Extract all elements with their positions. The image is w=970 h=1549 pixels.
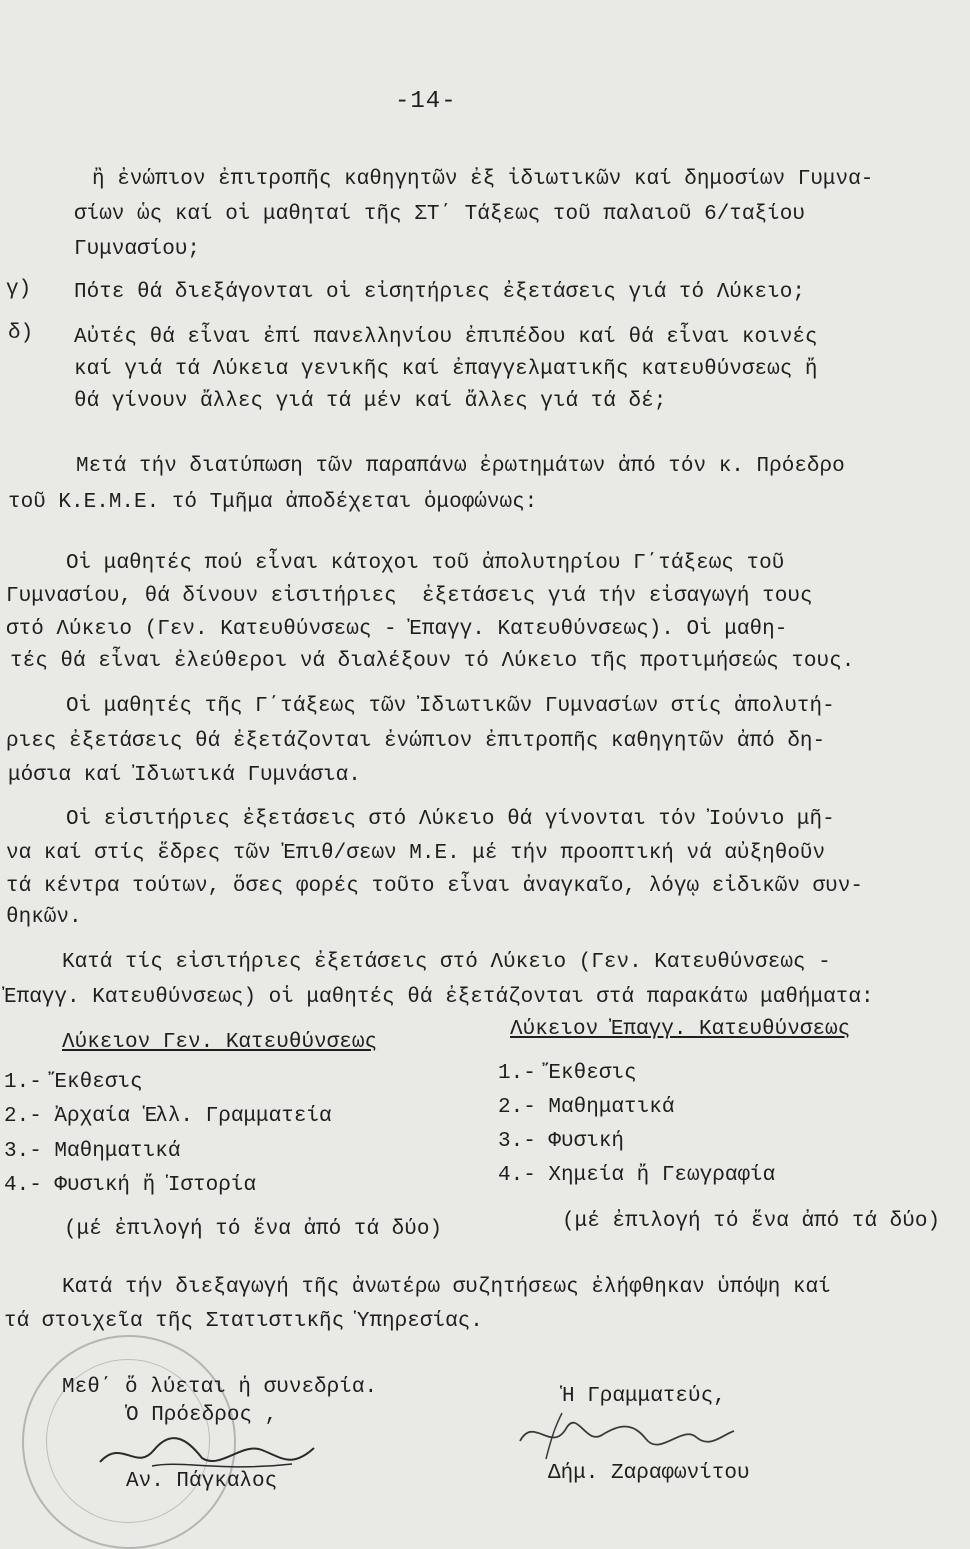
vocational-list-item-1: 1.- Ἔκθεσις: [498, 1062, 637, 1085]
chair-title: Ὁ Πρόεδρος ,: [126, 1404, 278, 1427]
general-list-heading: Λύκειον Γεν. Κατευθύνσεως: [62, 1031, 378, 1054]
page-number: -14-: [395, 88, 457, 115]
private-line-2: ριες ἐξετάσεις θά ἐξετάζονται ἐνώπιον ἐπιτροπῆς καθηγητῶν ἀπό δη-: [6, 730, 826, 753]
students-line-1: Οἱ μαθητές πού εἶναι κάτοχοι τοῦ ἀπολυτηρίου Γ΄τάξεως τοῦ: [66, 552, 785, 575]
question-d-line-3: θά γίνουν ἄλλες γιά τά μέν καί ἄλλες γιά τά δέ;: [74, 390, 667, 413]
vocational-list-item-3: 3.- Φυσική: [498, 1130, 625, 1153]
june-line-3: τά κέντρα τούτων, ὅσες φορές τοῦτο εἶναι ἀναγκαῖο, λόγῳ εἰδικῶν συν-: [6, 875, 863, 898]
secretary-title: Ἡ Γραμματεύς,: [562, 1385, 726, 1408]
intro-line-1: ἢ ἐνώπιον ἐπιτροπῆς καθηγητῶν ἐξ ἰδιωτικῶν καί δημοσίων Γυμνα-: [92, 168, 874, 191]
question-g-text: Πότε θά διεξάγονται οἱ εἰσητήριες ἐξετάσεις γιά τό Λύκειο;: [74, 281, 805, 304]
private-line-3: μόσια καί Ἰδιωτικά Γυμνάσια.: [8, 764, 361, 787]
secretary-signature: [512, 1405, 742, 1465]
june-line-2: να καί στίς ἕδρες τῶν Ἐπιθ/σεων Μ.Ε. μέ τήν προοπτική νά αὐξηθοῦν: [6, 842, 826, 865]
general-list-item-3: 3.- Μαθηματικά: [4, 1140, 181, 1163]
general-list-item-1: 1.- Ἔκθεσις: [4, 1071, 143, 1094]
students-line-4: τές θά εἶναι ἐλεύθεροι νά διαλέξουν τό Λύκειο τῆς προτιμήσεώς τους.: [10, 650, 855, 673]
after-line-2: τοῦ Κ.Ε.Μ.Ε. τό Τμῆμα ἀποδέχεται ὁμοφώνως:: [8, 491, 538, 514]
general-list-note: (μέ ἐπιλογή τό ἕνα ἀπό τά δύο): [64, 1218, 443, 1241]
subjects-line-1: Κατά τίς εἰσιτήριες ἐξετάσεις στό Λύκειο (Γεν. Κατευθύνσεως -: [62, 951, 831, 974]
secretary-name: Δήμ. Ζαραφωνίτου: [548, 1462, 750, 1485]
students-line-2: Γυμνασίου, θά δίνουν εἰσιτήριες ἐξετάσεις γιά τήν εἰσαγωγή τους: [6, 585, 813, 608]
general-list-item-4: 4.- Φυσική ἤ Ἱστορία: [4, 1174, 257, 1197]
june-line-1: Οἱ εἰσιτήριες ἐξετάσεις στό Λύκειο θά γίνονται τόν Ἰούνιο μῆ-: [66, 808, 835, 831]
closing-line: Μεθ΄ ὅ λύεται ἡ συνεδρία.: [62, 1376, 378, 1399]
chair-name: Αν. Πάγκαλος: [126, 1470, 278, 1493]
intro-line-3: Γυμνασίου;: [74, 238, 201, 261]
private-line-1: Οἱ μαθητές τῆς Γ΄τάξεως τῶν Ἰδιωτικῶν Γυμνασίων στίς ἀπολυτή-: [66, 695, 835, 718]
after-line-1: Μετά τήν διατύπωση τῶν παραπάνω ἐρωτημάτων ἀπό τόν κ. Πρόεδρο: [76, 455, 845, 478]
students-line-3: στό Λύκειο (Γεν. Κατευθύνσεως - Ἐπαγγ. Κατευθύνσεως). Οἱ μαθη-: [6, 618, 788, 641]
question-d-marker: δ): [8, 322, 34, 345]
general-list-item-2: 2.- Ἀρχαία Ἑλλ. Γραμματεία: [4, 1105, 332, 1128]
question-d-line-2: καί γιά τά Λύκεια γενικῆς καί ἐπαγγελματικῆς κατευθύνσεως ἤ: [74, 358, 818, 381]
vocational-list-item-4: 4.- Χημεία ἤ Γεωγραφία: [498, 1164, 776, 1187]
question-g-marker: γ): [6, 278, 32, 301]
vocational-list-note: (μέ ἐπιλογή τό ἕνα ἀπό τά δύο): [562, 1210, 941, 1233]
stats-line-1: Κατά τήν διεξαγωγή τῆς ἀνωτέρω συζητήσεως ἐλήφθηκαν ὑπόψη καί: [62, 1276, 831, 1299]
vocational-list-item-2: 2.- Μαθηματικά: [498, 1096, 675, 1119]
june-line-4: θηκῶν.: [6, 906, 82, 929]
question-d-line-1: Αὐτές θά εἶναι ἐπί πανελληνίου ἐπιπέδου καί θά εἶναι κοινές: [74, 326, 818, 349]
stats-line-2: τά στοιχεῖα τῆς Στατιστικῆς Ὑπηρεσίας.: [4, 1310, 483, 1333]
subjects-line-2: Ἐπαγγ. Κατευθύνσεως) οἱ μαθητές θά ἐξετάζονται στά παρακάτω μαθήματα:: [4, 986, 874, 1009]
vocational-list-heading: Λύκειον Ἐπαγγ. Κατευθύνσεως: [510, 1018, 851, 1041]
intro-line-2: σίων ὡς καί οἱ μαθηταί τῆς ΣΤ΄ Τάξεως τοῦ παλαιοῦ 6/ταξίου: [74, 203, 805, 226]
